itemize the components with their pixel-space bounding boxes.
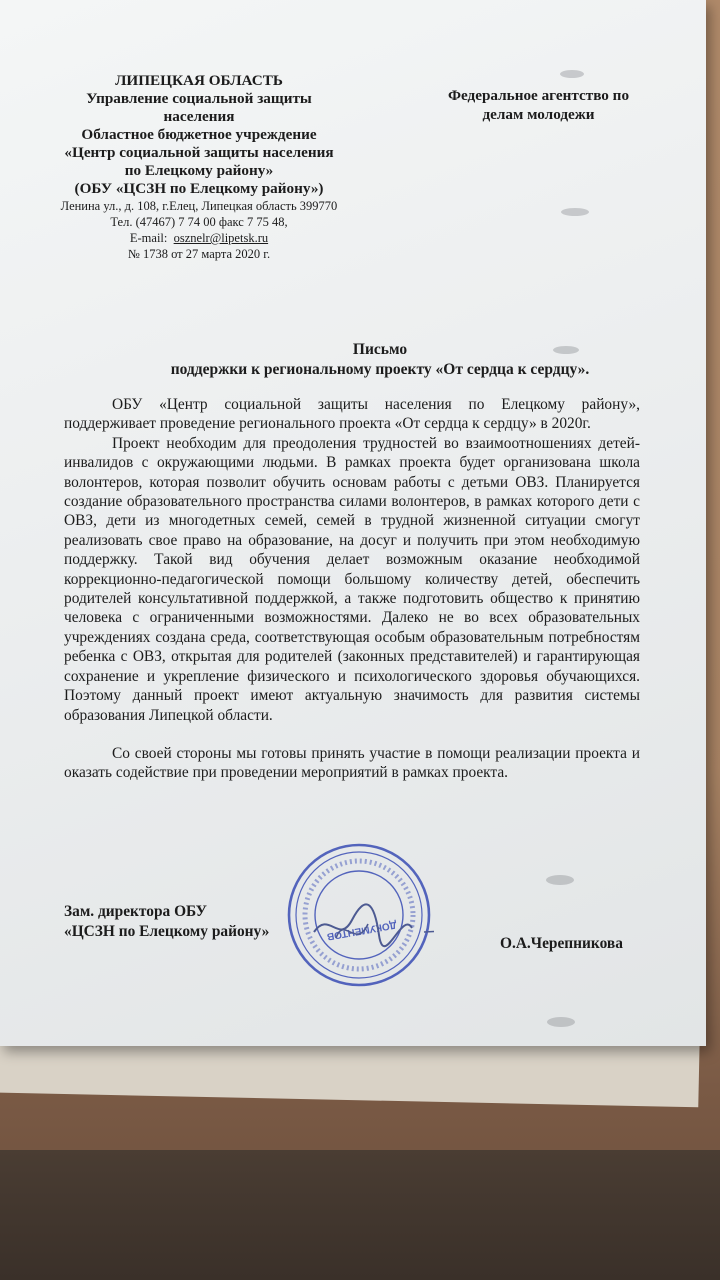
letter-title-word: Письмо [352,341,408,358]
sender-institution-name-cont: по Елецкому району» [124,162,274,179]
letter-body [64,395,640,783]
sender-abbreviation: (ОБУ «ЦСЗН по Елецкому району») [74,180,324,197]
sender-email-line [40,230,358,246]
official-stamp [284,840,434,990]
recipient-line-2: делам молодежи [482,106,595,123]
sender-header [40,72,358,262]
signatory-name: О.А.Черепникова [500,935,623,952]
floor-background [0,1150,720,1280]
sender-institution-name: «Центр социальной защиты населения [64,144,334,161]
signatory-position-line-1: Зам. директора ОБУ [64,903,207,920]
sender-department-cont: населения [163,108,235,125]
stamp-center-text: ДОКУМЕНТОВ [325,918,398,942]
signatory-position [64,902,294,942]
letter-title [80,340,680,380]
letter-number-date: № 1738 от 27 марта 2020 г. [127,247,271,261]
letter-title-subject: поддержки к региональному проекту «От сердца к сердцу». [170,361,590,378]
body-paragraph-2: Проект необходим для преодоления трудностей во взаимоотношениях детей-инвалидов с окружающими людьми. В рамках проекта будет организована школа волонтеров, которая позволит обучить основам работы с детьми ОВЗ. Планируется создание образовательного пространства силами волонтеров, в рамках которого дети с ОВЗ, дети из многодетных семей, семей в трудной жизненной ситуации смогут реализовать свое право на образование, на досуг и получить при этом необходимую поддержку. Такой вид обучения делает возможным оказание необходимой коррекционно-педагогической помощи большому количеству детей, обеспечить родителей консультативной поддержкой, а также подготовить общество к принятию человека с ограниченными возможностями. Далеко не во всех образовательных учреждениях создана среда, соответствующая особым образовательным потребностям ребенка с ОВЗ, открытая для родителей (законных представителей) и гарантирующая сохранение и укрепление физического и психологического здоровья обучающихся. Поэтому данный проект имеют актуальную значимость для развития системы образования Липецкой области. [64,434,640,724]
sender-institution-type: Областное бюджетное учреждение [81,126,317,143]
body-paragraph-1: ОБУ «Центр социальной защиты населения по Елецкому району», поддерживает проведение регионального проекта «От сердца к сердцу» в 2020г. [64,396,640,433]
email-label: E-mail: [129,231,168,245]
sender-department: Управление социальной защиты [86,90,312,107]
recipient-header [426,86,651,124]
sender-region: ЛИПЕЦКАЯ ОБЛАСТЬ [115,72,283,89]
body-paragraph-3: Со своей стороны мы готовы принять участие в помощи реализации проекта и оказать содействие при проведении мероприятий в рамках проекта. [64,744,640,782]
sender-phone: Тел. (47467) 7 74 00 факс 7 75 48, [110,215,288,229]
signatory-position-line-2: «ЦСЗН по Елецкому району» [64,923,270,940]
sender-address: Ленина ул., д. 108, г.Елец, Липецкая область 399770 [60,199,338,213]
email-link[interactable]: osznelr@lipetsk.ru [173,231,269,245]
recipient-line-1: Федеральное агентство по [447,87,630,104]
